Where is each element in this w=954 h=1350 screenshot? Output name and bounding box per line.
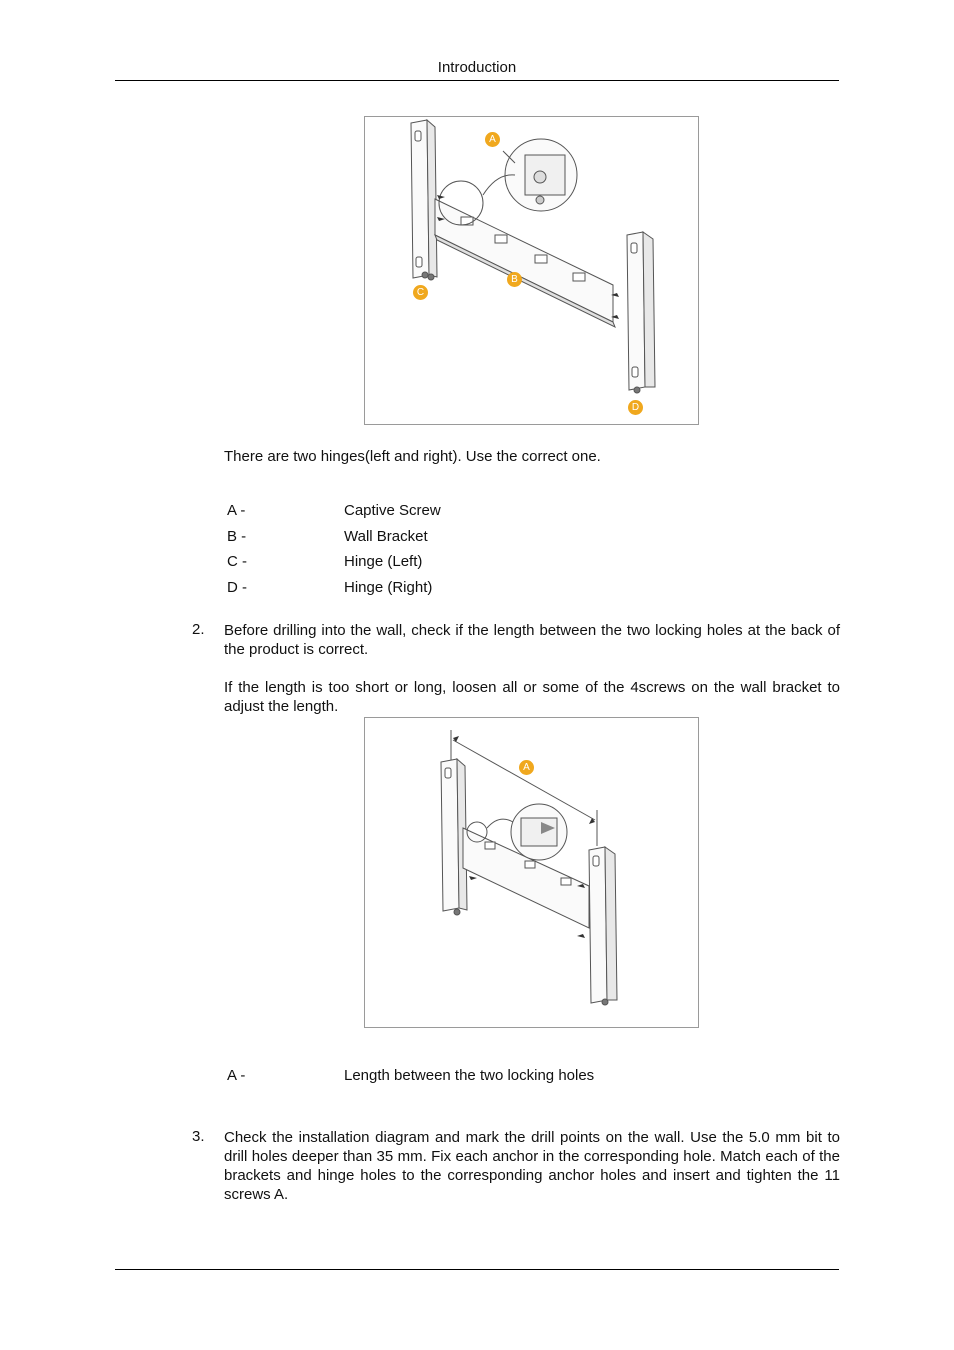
legend-value: Hinge (Right) xyxy=(344,579,433,596)
step-text: Check the installation diagram and mark the drill points on the wall. Use the 5.0 mm bit to drill holes deeper than 35 mm. Fix each anchor in the corresponding hole. Match each of the brackets and hinge holes to the corresponding anchor holes and insert and tighten the 11 screws A. xyxy=(224,1129,840,1203)
footer-rule xyxy=(115,1269,839,1270)
left-hinge-shape xyxy=(411,120,429,278)
callout-b: B xyxy=(507,272,522,287)
legend-row xyxy=(227,502,827,522)
step-text: Before drilling into the wall, check if the length between the two locking holes at the back of the product is correct. xyxy=(224,622,840,658)
legend-value: Length between the two locking holes xyxy=(344,1067,595,1084)
legend-value: Hinge (Left) xyxy=(344,553,423,570)
step-number: 3. xyxy=(192,1128,205,1145)
figure-bracket-assembly xyxy=(364,116,699,425)
page-header-title: Introduction xyxy=(437,59,517,76)
legend-row xyxy=(227,553,827,573)
right-hinge-shape xyxy=(627,232,645,390)
legend-row xyxy=(227,579,827,599)
step-subtext: If the length is too short or long, loosen all or some of the 4screws on the wall bracket to adjust the length. xyxy=(224,679,840,715)
bracket-assembly-illustration xyxy=(365,117,700,426)
right-hinge-shape xyxy=(589,847,607,1003)
legend-value: Captive Screw xyxy=(344,502,441,519)
left-hinge-shape xyxy=(441,759,459,911)
legend-key: B - xyxy=(227,528,247,545)
legend-key: D - xyxy=(227,579,247,596)
callout-c: C xyxy=(413,285,428,300)
step-number: 2. xyxy=(192,621,205,638)
callout-a: A xyxy=(519,760,534,775)
legend-key: A - xyxy=(227,1067,246,1084)
legend-key: A - xyxy=(227,502,246,519)
legend-row xyxy=(227,528,827,548)
legend-value: Wall Bracket xyxy=(344,528,428,545)
legend-row xyxy=(227,1067,827,1087)
callout-d: D xyxy=(628,400,643,415)
header-rule xyxy=(115,80,839,81)
callout-a: A xyxy=(485,132,500,147)
figure-locking-hole-length xyxy=(364,717,699,1028)
legend-key: C - xyxy=(227,553,247,570)
hinge-note: There are two hinges(left and right). Use the correct one. xyxy=(224,448,601,465)
